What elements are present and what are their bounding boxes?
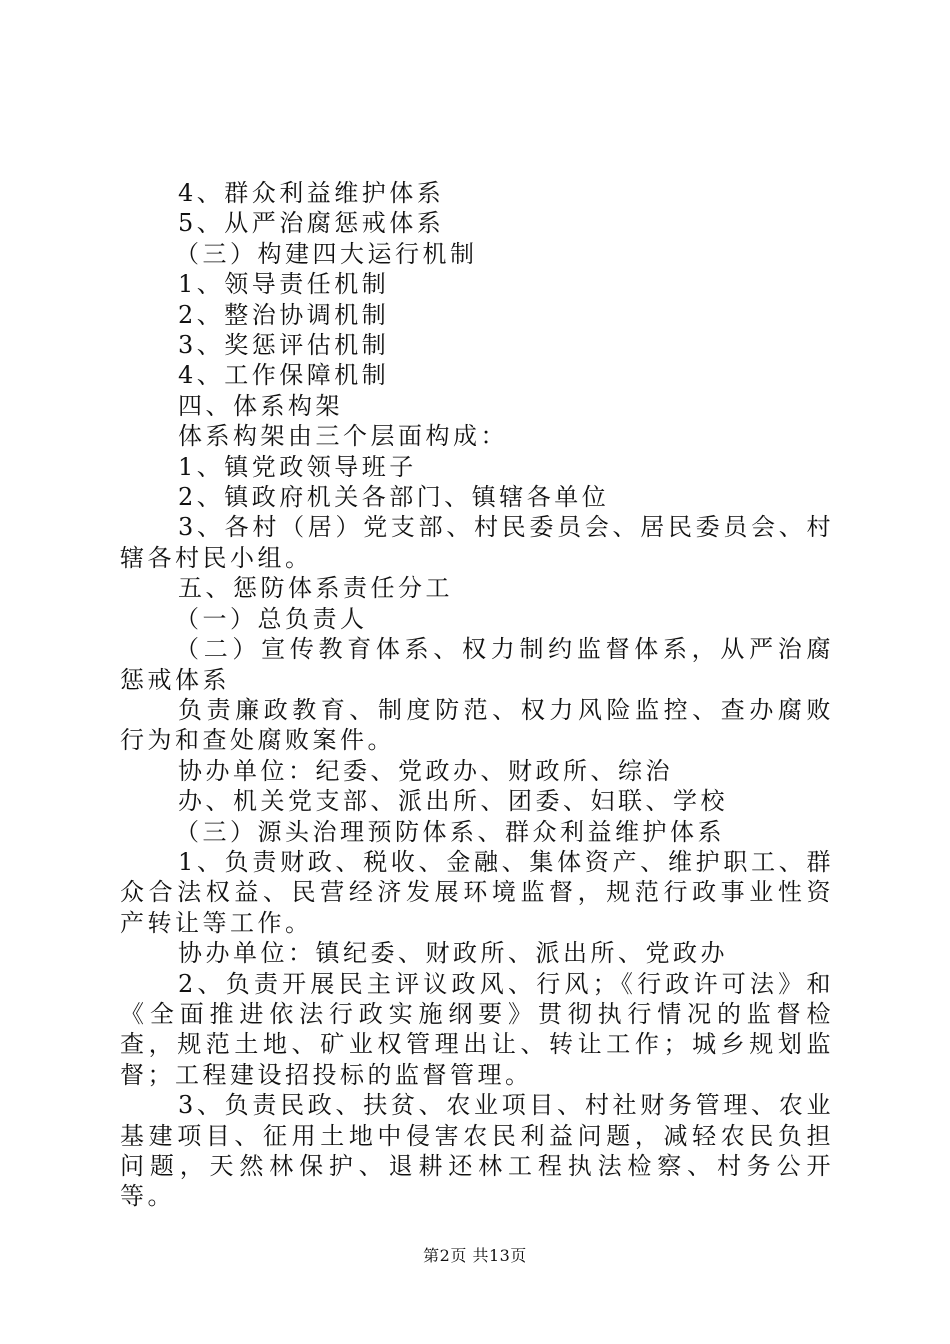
text-paragraph	[120, 969, 834, 1091]
text-line: 3、奖惩评估机制	[178, 331, 390, 360]
paragraph-text: 负责廉政教育、制度防范、权力风险监控、查办腐败行为和查处腐败案件。	[120, 695, 834, 755]
section-heading: （三）源头治理预防体系、群众利益维护体系	[175, 817, 725, 846]
text-line: 协办单位：镇纪委、财政所、派出所、党政办	[178, 939, 728, 968]
page-footer: 第2页 共13页	[423, 1246, 527, 1265]
text-paragraph	[120, 634, 834, 695]
text-paragraph	[120, 1090, 834, 1212]
text-line: 4、群众利益维护体系	[178, 179, 445, 207]
section-heading: （一）总负责人	[175, 604, 368, 633]
text-line: 4、工作保障机制	[178, 361, 390, 390]
text-paragraph	[120, 847, 834, 938]
paragraph-text: （二）宣传教育体系、权力制约监督体系，从严治腐惩戒体系	[120, 635, 834, 694]
paragraph-text: 2、负责开展民主评议政风、行风；《行政许可法》和《全面推进依法行政实施纲要》贯彻执行情况的监督检查，规范土地、矿业权管理出让、转让工作；城乡规划监督；工程建设招投标的监督管理。	[120, 969, 834, 1089]
text-paragraph	[120, 512, 834, 573]
text-line: 办、机关党支部、派出所、团委、妇联、学校	[178, 787, 728, 816]
text-line: 5、从严治腐惩戒体系	[178, 209, 445, 238]
text-line: 1、领导责任机制	[178, 270, 390, 299]
paragraph-text: 1、负责财政、税收、金融、集体资产、维护职工、群众合法权益、民营经济发展环境监督，规范行政事业性资产转让等工作。	[120, 847, 834, 937]
text-line: 协办单位：纪委、党政办、财政所、综治	[178, 756, 673, 785]
paragraph-text: 3、各村（居）党支部、村民委员会、居民委员会、村辖各村民小组。	[120, 513, 834, 572]
text-line: 体系构架由三个层面构成：	[178, 422, 508, 451]
text-paragraph	[120, 695, 834, 756]
section-heading: 四、体系构架	[178, 391, 343, 420]
section-heading: （三）构建四大运行机制	[175, 239, 478, 268]
paragraph-text: 3、负责民政、扶贫、农业项目、村社财务管理、农业基建项目、征用土地中侵害农民利益问题，减轻农民负担问题，天然林保护、退耕还林工程执法检察、村务公开等。	[120, 1091, 834, 1211]
text-line: 2、镇政府机关各部门、镇辖各单位	[178, 483, 610, 512]
document-body	[120, 178, 834, 1212]
text-line: 2、整治协调机制	[178, 300, 390, 329]
text-line: 1、镇党政领导班子	[178, 452, 417, 481]
section-heading: 五、惩防体系责任分工	[178, 574, 453, 603]
